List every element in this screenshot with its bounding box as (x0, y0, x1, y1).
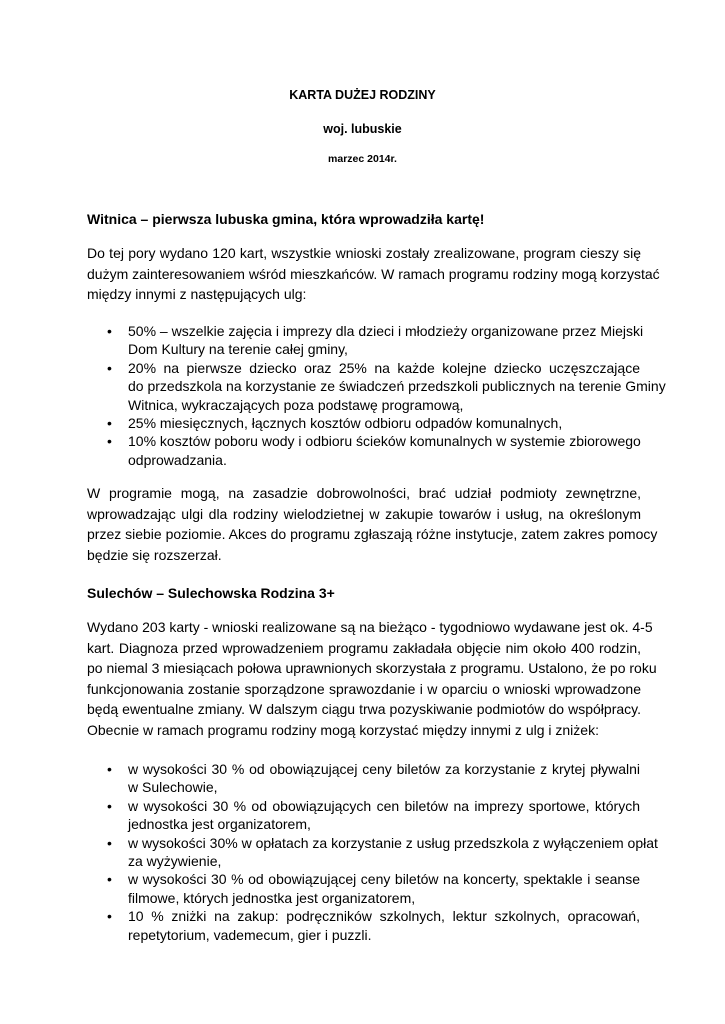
list-item-line: Dom Kultury na terenie całej gminy, (128, 341, 348, 358)
bullet-icon: • (107, 323, 112, 339)
bullet-icon: • (107, 433, 112, 450)
paragraph-line: między innymi z następujących ulg: (87, 286, 307, 302)
list-item-line: w wysokości 30% w opłatach za korzystanie z usług przedszkola z wyłączeniem opłat (128, 834, 658, 851)
bullet-icon: • (107, 908, 112, 925)
list-item-line: w wysokości 30 % od obowiązującej ceny biletów za korzystanie z krytej pływalni (128, 761, 640, 777)
bullet-icon: • (107, 359, 112, 376)
list-item-line: 10 % zniżki na zakup: podręczników szkolnych, lektur szkolnych, opracowań, (128, 908, 640, 925)
list-item-line: Witnica, wykraczających poza podstawę programową, (128, 396, 464, 413)
list-item-line: 50% – wszelkie zajęcia i imprezy dla dzieci i młodzieży organizowane przez Miejski (128, 323, 644, 339)
list-item-line: jednostka jest organizatorem, (128, 816, 311, 833)
paragraph-line: Do tej pory wydano 120 kart, wszystkie wnioski zostały zrealizowane, program cieszy się (87, 245, 641, 261)
sulechow-intro-paragraph (87, 617, 657, 740)
list-item-line: odprowadzania. (128, 451, 227, 468)
section-heading-witnica: Witnica – pierwsza lubuska gmina, która wprowadziła kartę! (87, 211, 485, 227)
list-item (0, 797, 725, 834)
list-item-line: repetytorium, vademecum, gier i puzzli. (128, 926, 372, 943)
list-item-line: 20% na pierwsze dziecko oraz 25% na każde kolejne dziecko uczęszczające (128, 359, 640, 376)
paragraph-line: będą ewentualne zmiany. W dalszym ciągu trwa pozyskiwanie podmiotów do współpracy. (87, 701, 641, 717)
list-item-line: filmowe, których jednostka jest organizatorem, (128, 889, 416, 906)
list-item (0, 322, 725, 359)
sulechow-discount-list (0, 760, 725, 944)
witnica-outro-paragraph (87, 483, 658, 565)
paragraph-line: po niemal 3 miesiącach połowa uprawnionych skorzystała z programu. Ustalono, że po roku (87, 660, 657, 676)
section-heading-sulechow: Sulechów – Sulechowska Rodzina 3+ (87, 585, 335, 601)
bullet-icon: • (107, 415, 112, 432)
bullet-icon: • (107, 834, 112, 851)
list-item (0, 834, 725, 871)
paragraph-line: będzie się rozszerzał. (87, 546, 222, 563)
list-item-line: 10% kosztów poboru wody i odbioru ścieków komunalnych w systemie zbiorowego (128, 433, 641, 450)
paragraph-line: przez siebie poziomie. Akces do programu zgłaszają różne instytucje, zatem zakres pomocy (87, 526, 658, 542)
bullet-icon: • (107, 761, 112, 777)
witnica-discount-list (0, 322, 725, 469)
bullet-icon: • (107, 797, 112, 814)
document-date: marzec 2014r. (328, 153, 397, 165)
list-item (0, 432, 725, 469)
bullet-icon: • (107, 871, 112, 888)
list-item (0, 359, 725, 414)
document-region: woj. lubuskie (323, 122, 402, 136)
list-item-line: do przedszkola na korzystanie ze świadczeń przedszkoli publicznych na terenie Gminy (128, 378, 666, 395)
paragraph-line: funkcjonowania zostanie sporządzone sprawozdanie i w oparciu o wnioski wprowadzone (87, 680, 641, 697)
list-item (0, 907, 725, 944)
list-item (0, 760, 725, 797)
list-item (0, 870, 725, 907)
document-title: KARTA DUŻEJ RODZINY (289, 88, 436, 102)
list-item-line: w wysokości 30 % od obowiązujących cen biletów na imprezy sportowe, których (128, 797, 640, 814)
list-item-line: w Sulechowie, (128, 779, 218, 796)
paragraph-line: kart. Diagnoza przed wprowadzeniem programu zakładała objęcie nim około 400 rodzin, (87, 639, 641, 656)
list-item-line: 25% miesięcznych, łącznych kosztów odbioru odpadów komunalnych, (128, 415, 563, 432)
list-item-line: za wyżywienie, (128, 853, 222, 870)
paragraph-line: dużym zainteresowaniem wśród mieszkańców. W ramach programu rodziny mogą korzystać (87, 265, 660, 282)
paragraph-line: Obecnie w ramach programu rodziny mogą korzystać między innymi z ulg i zniżek: (87, 721, 599, 738)
list-item-line: w wysokości 30 % od obowiązującej ceny biletów na koncerty, spektakle i seanse (128, 871, 640, 888)
paragraph-line: wprowadzając ulgi dla rodziny wielodzietnej w zakupie towarów i usług, na określonym (87, 505, 641, 522)
paragraph-line: Wydano 203 karty - wnioski realizowane są na bieżąco - tygodniowo wydawane jest ok. 4-5 (87, 619, 653, 635)
witnica-intro-paragraph (87, 243, 660, 305)
paragraph-line: W programie mogą, na zasadzie dobrowolności, brać udział podmioty zewnętrzne, (87, 485, 641, 501)
list-item (0, 414, 725, 432)
